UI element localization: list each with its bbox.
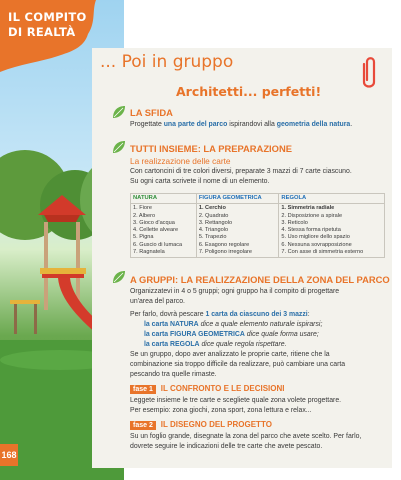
badge-line1: IL COMPITO	[8, 10, 87, 24]
sfida-text-2: una parte del parco	[163, 121, 228, 128]
card-item: 1. Fiore	[133, 205, 152, 212]
leaf-icon	[112, 105, 126, 119]
sfida-heading: LA SFIDA	[130, 107, 173, 118]
card-natura-desc: dice a quale elemento naturale ispirarsi;	[200, 321, 323, 328]
card-item: 6. Guscio di lumaca	[133, 241, 183, 248]
card-item: 2. Quadrato	[198, 212, 229, 219]
preparazione-line1: Con cartoncini di tre colori diversi, preparate 3 mazzi di 7 carte ciascuno.	[130, 168, 352, 175]
card-item: 7. Poligono irregolare	[198, 249, 253, 256]
card-item: 6. Esagono regolare	[198, 241, 250, 248]
sfida-text	[130, 120, 352, 129]
card-item: 4. Triangolo	[198, 227, 229, 234]
badge-line2: DI REALTÀ	[8, 25, 76, 39]
gruppi-p2-intro	[130, 310, 310, 319]
gruppi-p2-intro-1: Per farlo, dovrà pescare	[130, 311, 204, 318]
gruppi-p2-intro-2: 1 carta da ciascuno dei 3 mazzi	[205, 311, 308, 318]
sfida-text-1: Progettate	[130, 121, 162, 128]
gruppi-p3-line2: combinazione sia troppo difficile da realizzare, può cambiare una carta	[130, 361, 346, 368]
fase2-tag: fase 2	[130, 421, 156, 430]
paperclip-icon	[358, 56, 380, 92]
fase2-line1: Su un foglio grande, disegnate la zona del parco che avete scelto. Per farlo,	[130, 433, 362, 440]
sfida-text-3: ispirandovi alla	[229, 121, 275, 128]
fase2-title: IL DISEGNO DEL PROGETTO	[160, 420, 272, 429]
card-item: 2. Albero	[133, 212, 156, 219]
gruppi-p1-line1: Organizzatevi in 4 o 5 gruppi; ogni gruppo ha il compito di progettare	[130, 288, 340, 295]
activity-subtitle: Architetti... perfetti!	[176, 84, 322, 99]
card-item: 1. Simmetria radiale	[281, 205, 335, 212]
cards-column	[196, 204, 279, 258]
card-item: 6. Nessuna sovrapposizione	[281, 241, 352, 248]
card-item: 3. Reticolo	[281, 219, 308, 226]
card-item: 3. Rettangolo	[198, 219, 233, 226]
gruppi-p2-intro-3: :	[307, 311, 310, 318]
fase2-header	[130, 420, 272, 430]
cards-column-header: REGOLA	[279, 194, 385, 204]
card-item: 2. Disposizione a spirale	[281, 212, 343, 219]
leaf-icon	[112, 270, 126, 284]
card-figura-desc: dice quale forma usare;	[246, 331, 319, 338]
card-item: 5. Uso migliore dello spazio	[281, 234, 350, 241]
card-item: 4. Cellette alveare	[133, 227, 179, 234]
gruppi-p3-line3: pescando tra quelle rimaste.	[130, 371, 217, 378]
preparazione-heading: TUTTI INSIEME: LA PREPARAZIONE	[130, 143, 292, 154]
card-figura-label: la carta FIGURA GEOMETRICA	[144, 331, 245, 338]
gruppi-card-regola	[144, 340, 287, 349]
gruppi-p3-line1: Se un gruppo, dopo aver analizzato le proprie carte, ritiene che la	[130, 351, 330, 358]
card-item: 7. Ragnatela	[133, 249, 165, 256]
fase1-tag: fase 1	[130, 385, 156, 394]
fase1-header	[130, 384, 285, 394]
sfida-text-4: geometria della natura	[276, 121, 351, 128]
page-title: ... Poi in gruppo	[100, 52, 234, 72]
cards-column	[131, 204, 197, 258]
gruppi-card-natura	[144, 320, 322, 329]
preparazione-line2: Su ogni carta scrivete il nome di un elemento.	[130, 178, 270, 185]
card-item: 4. Stessa forma ripetuta	[281, 227, 341, 234]
fase1-line2: Per esempio: zona giochi, zona sport, zona lettura e relax...	[130, 407, 312, 414]
card-item: 5. Trapezio	[198, 234, 227, 241]
card-regola-label: la carta REGOLA	[144, 341, 200, 348]
fase1-title: IL CONFRONTO E LE DECISIONI	[160, 384, 285, 393]
fase2-line2: dovrete seguire le indicazioni delle tre carte che avete pescato.	[130, 443, 323, 450]
card-item: 5. Pigna	[133, 234, 154, 241]
card-item: 3. Gioco d'acqua	[133, 219, 175, 226]
cards-column-header: FIGURA GEOMETRICA	[196, 194, 279, 204]
preparazione-subheading: La realizzazione delle carte	[130, 156, 231, 166]
gruppi-card-figura	[144, 330, 319, 339]
sfida-text-5: .	[350, 121, 353, 128]
leaf-icon	[112, 140, 126, 154]
compito-badge	[8, 10, 87, 40]
fase1-line1: Leggete insieme le tre carte e scegliete quale zona volete progettare.	[130, 397, 342, 404]
card-regola-desc: dice quale regola rispettare.	[201, 341, 287, 348]
page-number: 168	[0, 444, 18, 466]
gruppi-p1-line2: un'area del parco.	[130, 298, 185, 305]
cards-column	[279, 204, 385, 258]
cards-table	[130, 193, 385, 258]
card-item: 7. Con asse di simmetria esterno	[281, 249, 364, 256]
cards-column-header: NATURA	[131, 194, 197, 204]
card-natura-label: la carta NATURA	[144, 321, 199, 328]
card-item: 1. Cerchio	[198, 205, 226, 212]
gruppi-heading: A GRUPPI: LA REALIZZAZIONE DELLA ZONA DEL PARCO	[130, 274, 390, 285]
